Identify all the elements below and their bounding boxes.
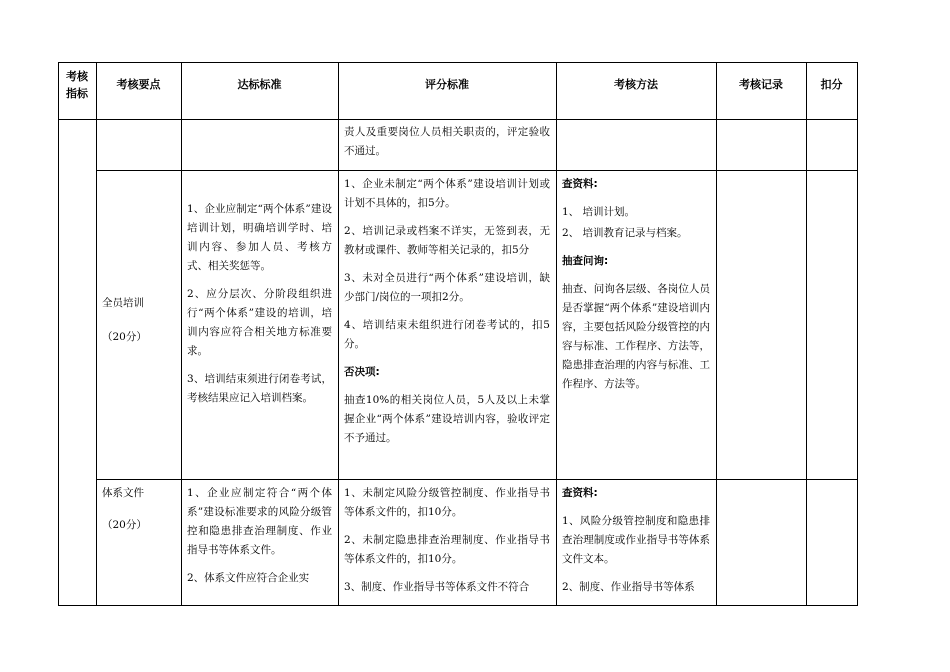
row1-method-title-docs: 查资料: <box>562 178 598 190</box>
row1-scoring-item: 1、企业未制定“两个体系”建设培训计划或计划不具体的，扣5分。 <box>344 178 550 209</box>
table-border-top <box>58 62 858 63</box>
header-key-points: 考核要点 <box>116 78 161 91</box>
row1-standard <box>187 200 332 417</box>
col-line-1 <box>96 62 97 606</box>
col-line-6 <box>806 62 807 606</box>
col-line-2 <box>181 62 182 606</box>
row2-standard <box>187 484 332 597</box>
row2-method-doc-item: 2、制度、作业指导书等体系 <box>562 581 695 593</box>
row2-scoring-item: 3、制度、作业指导书等体系文件不符合 <box>344 581 530 593</box>
row1-veto-title: 否决项: <box>344 366 380 378</box>
row1-scoring-item: 4、培训结束未组织进行闭卷考试的，扣5分。 <box>344 319 550 350</box>
row2-scoring-item: 2、未制定隐患排查治理制度、作业指导书等体系文件的，扣10分。 <box>344 534 550 565</box>
row1-point-name: 全员培训 <box>102 297 144 309</box>
header-method: 考核方法 <box>614 78 658 91</box>
row2-method <box>562 484 710 606</box>
row1-method-title-inquiry: 抽查问询: <box>562 255 609 267</box>
row2-scoring <box>344 484 550 606</box>
row0-scoring-text: 责人及重要岗位人员相关职责的，评定验收不通过。 <box>344 126 550 157</box>
row2-point-name: 体系文件 <box>102 487 144 499</box>
row2-standard-item: 1、企业应制定符合“两个体系”建设标准要求的风险分级管控和隐患排查治理制度、作业指导书等体系文件。 <box>187 487 332 556</box>
row2-method-doc-item: 1、风险分级管控制度和隐患排查治理制度或作业指导书等体系文件文本。 <box>562 515 710 565</box>
row1-standard-item: 1、企业应制定“两个体系”建设培训计划，明确培训学时、培训内容、参加人员、考核方式、相关奖惩等。 <box>187 203 332 272</box>
col-line-0 <box>58 62 59 606</box>
row1-method-inquiry-text: 抽查、问询各层级、各岗位人员是否掌握“两个体系”建设培训内容，主要包括风险分级管控的内容与标准、工作程序、方法等，隐患排查治理的内容与标准、工作程序、方法等。 <box>562 283 710 390</box>
row1-method-doc-item: 1、 培训计划。 <box>562 206 636 218</box>
row1-standard-item: 2、应分层次、分阶段组织进行“两个体系”建设的培训，培训内容应符合相关地方标准要求。 <box>187 288 332 357</box>
row1-standard-item: 3、培训结束须进行闭卷考试，考核结果应记入培训档案。 <box>187 373 332 404</box>
header-record: 考核记录 <box>739 78 783 91</box>
header-bottom-line <box>58 119 858 120</box>
col-line-5 <box>716 62 717 606</box>
assessment-table <box>58 62 858 606</box>
col-line-7 <box>857 62 858 606</box>
row0-bottom-line <box>96 170 858 171</box>
col-line-4 <box>556 62 557 606</box>
row1-scoring <box>344 175 550 457</box>
row1-scoring-item: 2、培训记录或档案不详实，无签到表，无教材或课件、教师等相关记录的，扣5分 <box>344 225 550 256</box>
row1-scoring-item: 3、未对全员进行“两个体系”建设培训，缺少部门/岗位的一项扣2分。 <box>344 272 550 303</box>
header-standard: 达标标准 <box>237 78 282 91</box>
header-indicator: 考核 指标 <box>66 70 88 100</box>
row2-standard-item: 2、体系文件应符合企业实 <box>187 572 310 584</box>
row1-method <box>562 175 710 403</box>
header-deduction: 扣分 <box>820 78 843 91</box>
header-scoring: 评分标准 <box>425 78 469 91</box>
row1-bottom-line <box>96 479 858 480</box>
row2-scoring-item: 1、未制定风险分级管控制度、作业指导书等体系文件的，扣10分。 <box>344 487 550 518</box>
row1-method-doc-item: 2、 培训教育记录与档案。 <box>562 227 688 239</box>
row2-point-score: （20分） <box>102 519 147 531</box>
row2-method-title-docs: 查资料: <box>562 487 598 499</box>
col-line-3 <box>338 62 339 606</box>
row1-point-score: （20分） <box>102 331 147 343</box>
row1-veto-text: 抽查10%的相关岗位人员，5人及以上未掌握企业“两个体系”建设培训内容，验收评定不予通过。 <box>344 394 550 444</box>
